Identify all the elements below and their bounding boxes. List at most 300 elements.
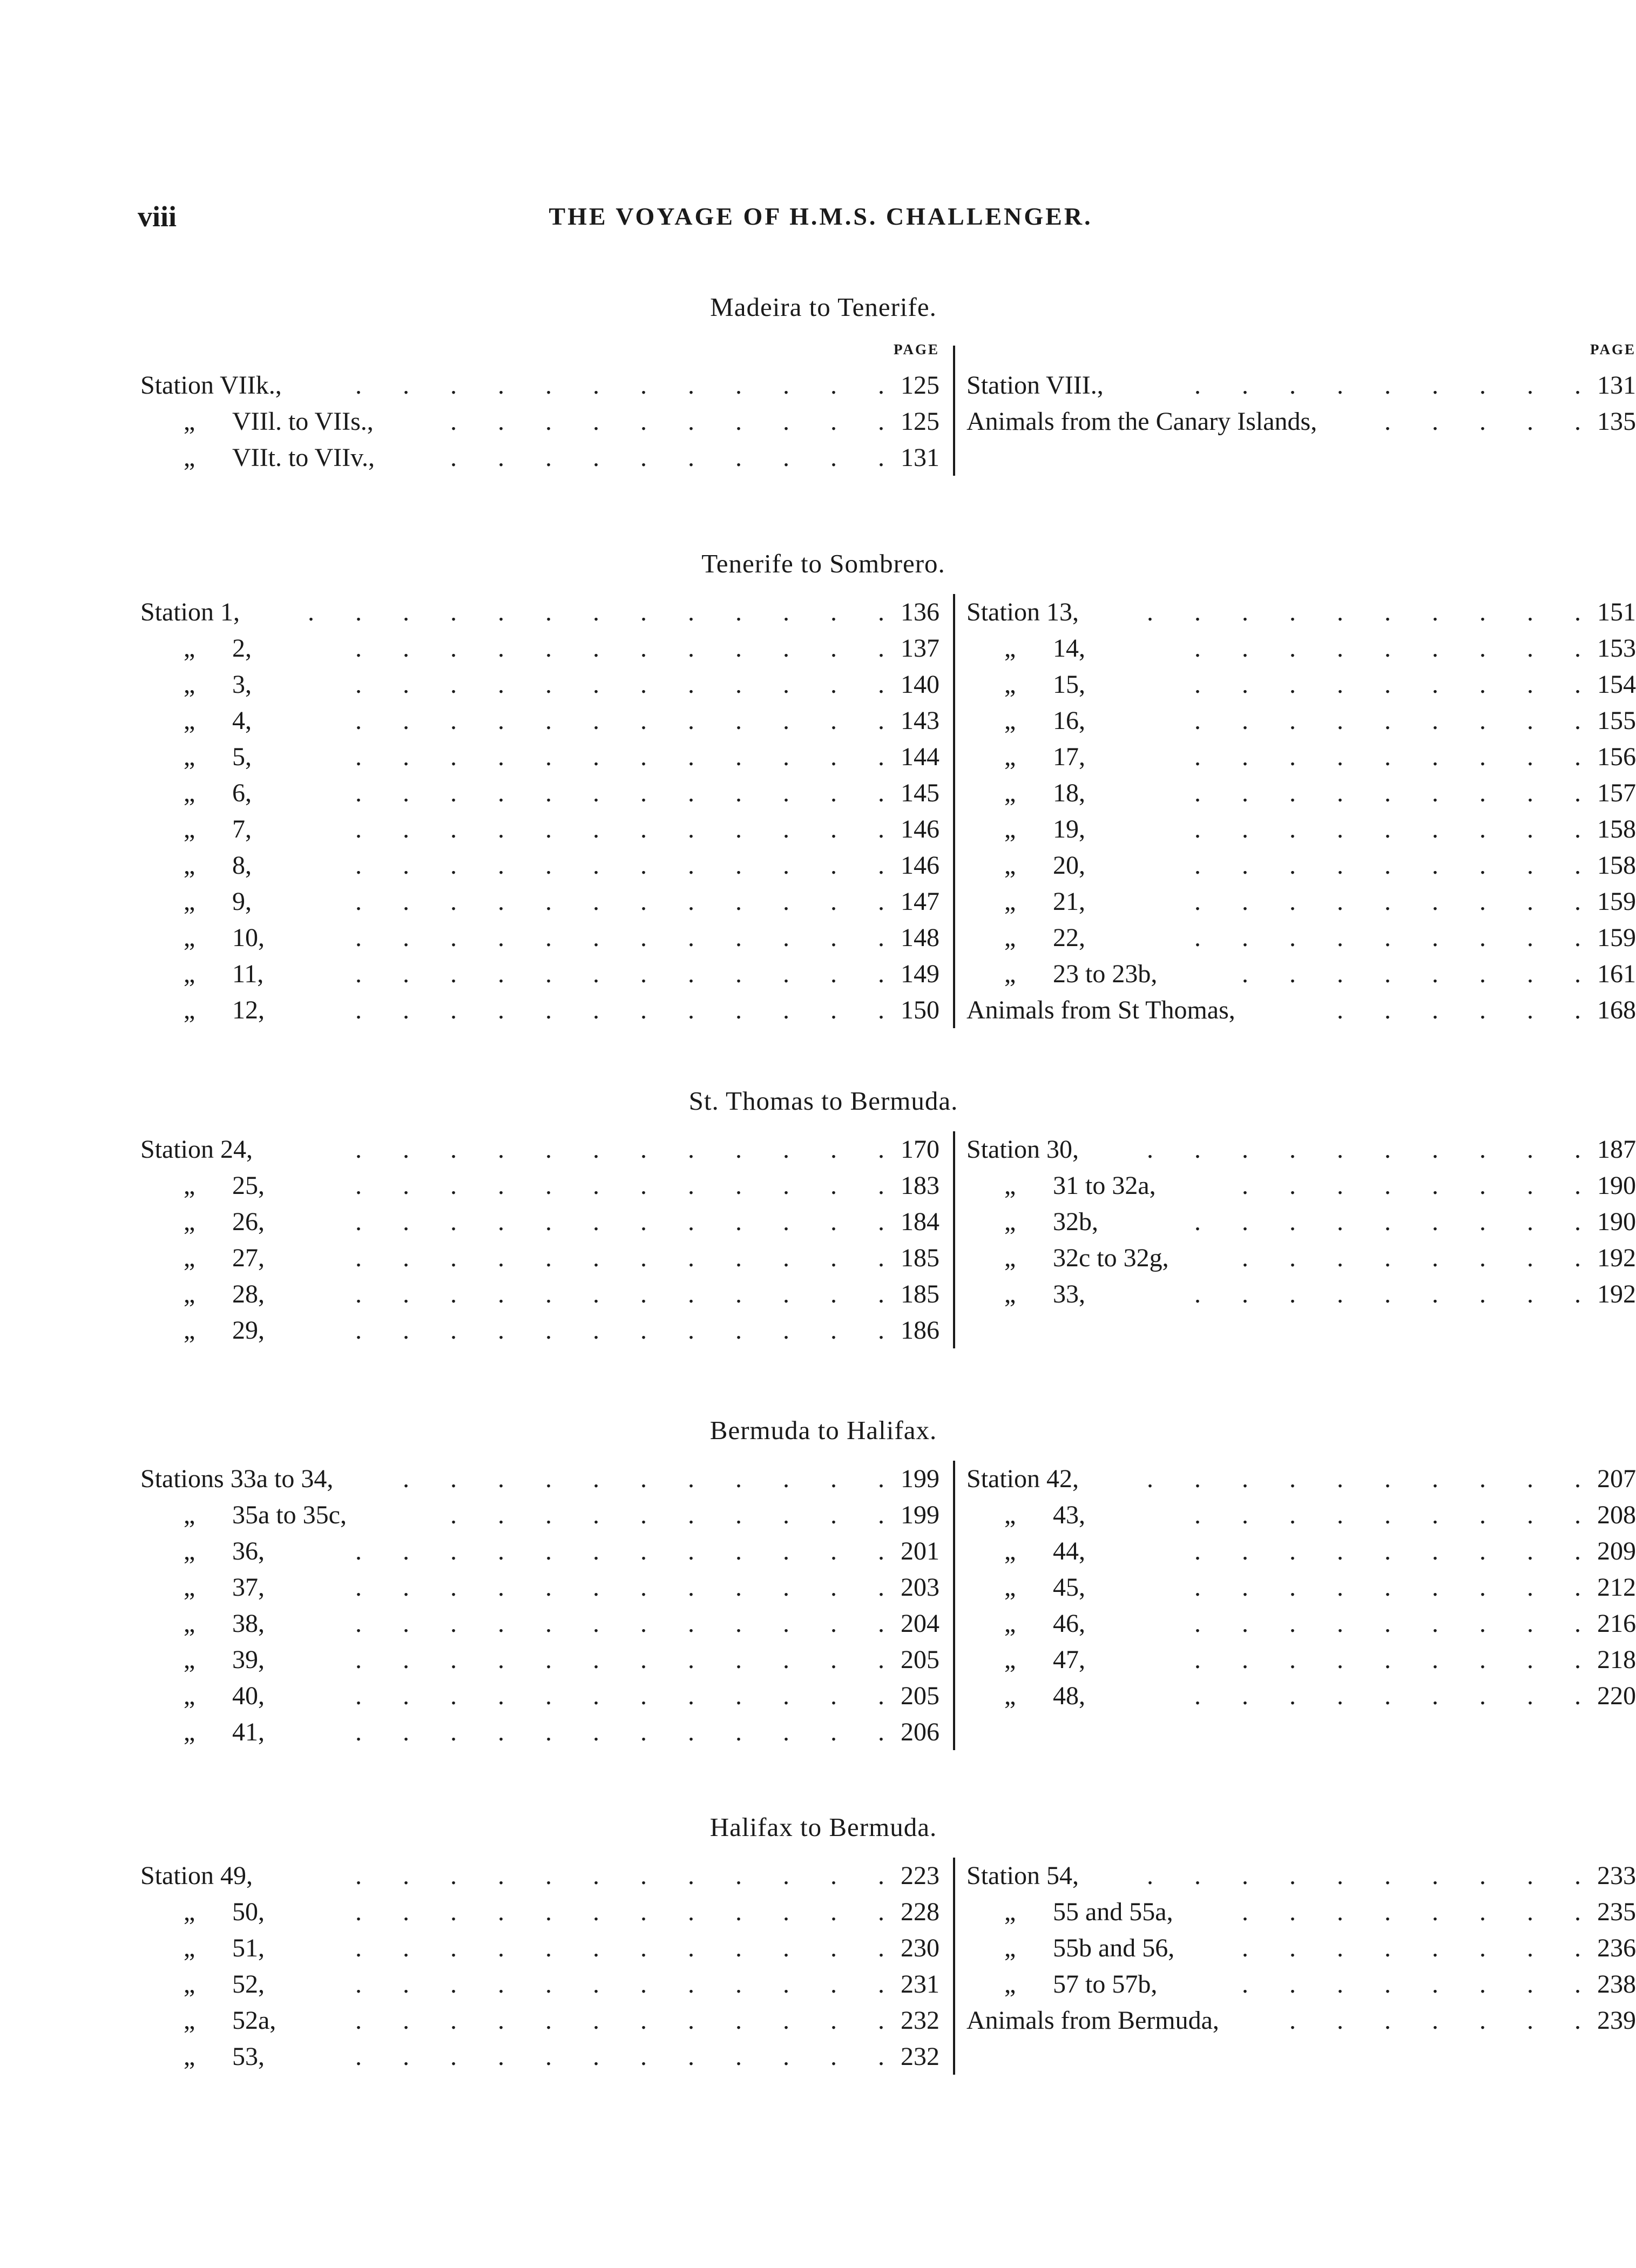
- entry-page-number: 144: [901, 742, 939, 771]
- entry-page-number: 208: [1597, 1501, 1636, 1529]
- entry-label: Animals from St Thomas,: [966, 996, 1235, 1024]
- ditto-mark: „: [1004, 960, 1016, 988]
- entry-label-text: 46,: [1053, 1609, 1085, 1638]
- entry-label: [140, 2002, 276, 2039]
- entry-page-number: 137: [901, 634, 939, 663]
- entry-page-number: 155: [1597, 706, 1636, 735]
- toc-entry: [140, 2002, 939, 2039]
- leader-dots: . . . . . . . .: [1242, 1898, 1581, 1926]
- ditto-mark: „: [1004, 742, 1016, 771]
- ditto-mark: „: [184, 2042, 195, 2071]
- entry-label-text: 26,: [232, 1207, 265, 1236]
- ditto-mark: „: [1004, 815, 1016, 843]
- entry-label: [140, 403, 374, 440]
- toc-entry: [140, 367, 939, 403]
- ditto-mark: „: [1004, 1501, 1016, 1529]
- entry-label: [140, 883, 252, 920]
- entry-page-number: 150: [901, 996, 939, 1024]
- entry-label-text: 48,: [1053, 1682, 1085, 1710]
- leader-dots: . . . . . . . . . . . .: [355, 1861, 884, 1890]
- entry-label: [966, 1276, 1085, 1312]
- toc-entry: [140, 1678, 939, 1714]
- entry-label: [140, 920, 265, 956]
- entry-label-text: 11,: [232, 960, 264, 988]
- ditto-mark: „: [184, 1501, 195, 1529]
- leader-dots: . . . . . . . . . . . .: [355, 923, 884, 952]
- toc-entry: [140, 956, 939, 992]
- toc-entry: [140, 630, 939, 666]
- leader-dots: . . . . . . . . . .: [450, 407, 884, 436]
- ditto-mark: „: [184, 1898, 195, 1926]
- entry-page-number: 207: [1597, 1464, 1636, 1493]
- entry-label-text: VIIl. to VIIs.,: [232, 407, 374, 436]
- entry-page-number: 153: [1597, 634, 1636, 663]
- leader-dots: . . . . . . . . . .: [450, 1501, 884, 1529]
- ditto-mark: „: [184, 1171, 195, 1200]
- toc-entry: [140, 1569, 939, 1605]
- toc-entry: [140, 1533, 939, 1569]
- entry-page-number: 231: [901, 1970, 939, 1999]
- left-column: [140, 1461, 939, 1750]
- entry-label-text: 43,: [1053, 1501, 1085, 1529]
- leader-dots: . . . . . . . . . . . .: [355, 996, 884, 1024]
- entry-page-number: 223: [901, 1861, 939, 1890]
- right-column: [966, 1131, 1636, 1312]
- entry-label: [966, 1930, 1174, 1966]
- section-title: St. Thomas to Bermuda.: [688, 1086, 958, 1116]
- toc-entry: [140, 1204, 939, 1240]
- toc-entry: [140, 920, 939, 956]
- entry-page-number: 235: [1597, 1898, 1636, 1926]
- entry-label-text: 38,: [232, 1609, 265, 1638]
- leader-dots: . . . . . . . . . . . .: [355, 815, 884, 843]
- toc-entry: [966, 1930, 1636, 1966]
- page-folio: viii: [138, 200, 177, 233]
- section-title: Halifax to Bermuda.: [709, 1812, 937, 1842]
- entry-label: [966, 1167, 1156, 1204]
- leader-dots: . . . . . . . . .: [1194, 851, 1581, 880]
- ditto-mark: „: [1004, 1171, 1016, 1200]
- ditto-mark: „: [1004, 1898, 1016, 1926]
- entry-label: [140, 1966, 265, 2002]
- toc-entry: [966, 594, 1636, 630]
- ditto-mark: „: [184, 1280, 195, 1308]
- entry-page-number: 187: [1597, 1135, 1636, 1164]
- entry-label: [140, 811, 252, 847]
- toc-entry: [966, 1497, 1636, 1533]
- leader-dots: . . . . . . . . . . . .: [355, 1573, 884, 1602]
- entry-label: Station 42,: [966, 1464, 1079, 1493]
- toc-entry: [966, 739, 1636, 775]
- leader-dots: . . . . . . . . .: [1194, 1645, 1581, 1674]
- entry-page-number: 232: [901, 2006, 939, 2035]
- entry-label: [140, 1204, 265, 1240]
- leader-dots: . . . . . . . . . . . .: [355, 1537, 884, 1565]
- entry-label: [140, 1569, 265, 1605]
- entry-label-text: 52,: [232, 1970, 265, 1999]
- entry-page-number: 216: [1597, 1609, 1636, 1638]
- toc-entry: [966, 1894, 1636, 1930]
- entry-page-number: 236: [1597, 1934, 1636, 1962]
- leader-dots: . . . . . . . . . . .: [403, 1464, 884, 1493]
- leader-dots: . . . . . . . . .: [1194, 706, 1581, 735]
- entry-label-text: 5,: [232, 742, 252, 771]
- leader-dots: . . . . . . . . . . . .: [355, 1316, 884, 1345]
- entry-label: [140, 956, 263, 992]
- leader-dots: . . . . . . . . .: [1194, 1609, 1581, 1638]
- ditto-mark: „: [1004, 1934, 1016, 1962]
- toc-entry: [140, 1312, 939, 1348]
- leader-dots: . . . . . . . . . . . .: [355, 706, 884, 735]
- ditto-mark: „: [184, 1207, 195, 1236]
- entry-label: [966, 1605, 1085, 1642]
- column-divider: [953, 1461, 955, 1750]
- leader-dots: . . . . . . . . .: [1194, 923, 1581, 952]
- entry-page-number: 159: [1597, 923, 1636, 952]
- leader-dots: . . . . . . . .: [1242, 960, 1581, 988]
- leader-dots: . . . . . . . . . . . . .: [308, 598, 884, 626]
- entry-label-text: 15,: [1053, 670, 1085, 699]
- leader-dots: . . . . . . . . .: [1194, 1501, 1581, 1529]
- entry-label: [966, 630, 1085, 666]
- left-column: [140, 594, 939, 1028]
- ditto-mark: „: [184, 923, 195, 952]
- leader-dots: . . . . . . . . . .: [1147, 598, 1581, 626]
- entry-label: [966, 1533, 1085, 1569]
- entry-label-text: 52a,: [232, 2006, 276, 2035]
- ditto-mark: „: [184, 1970, 195, 1999]
- ditto-mark: „: [184, 815, 195, 843]
- toc-entry: [966, 1678, 1636, 1714]
- toc-entry: [140, 1966, 939, 2002]
- entry-label-text: 10,: [232, 923, 265, 952]
- entry-label: [140, 1642, 265, 1678]
- entry-label: [966, 811, 1085, 847]
- toc-entry: [966, 992, 1636, 1028]
- toc-entry: [966, 1240, 1636, 1276]
- entry-page-number: 209: [1597, 1537, 1636, 1565]
- entry-label-text: 50,: [232, 1898, 265, 1926]
- ditto-mark: „: [184, 670, 195, 699]
- leader-dots: . . . . . . . .: [1242, 1934, 1581, 1962]
- entry-page-number: 148: [901, 923, 939, 952]
- entry-label-text: 40,: [232, 1682, 265, 1710]
- entry-page-number: 190: [1597, 1207, 1636, 1236]
- entry-label: [966, 703, 1085, 739]
- entry-label: [140, 2039, 265, 2075]
- ditto-mark: „: [184, 407, 195, 436]
- ditto-mark: „: [184, 1609, 195, 1638]
- toc-entry: [966, 1204, 1636, 1240]
- toc-entry: [140, 703, 939, 739]
- toc-entry: [140, 739, 939, 775]
- toc-entry: [140, 403, 939, 440]
- ditto-mark: „: [184, 1573, 195, 1602]
- ditto-mark: „: [184, 1316, 195, 1345]
- leader-dots: . . . . . . . . . . . .: [355, 2042, 884, 2071]
- leader-dots: . . . . . . . . .: [1194, 1537, 1581, 1565]
- leader-dots: . . . . . . . . .: [1194, 815, 1581, 843]
- entry-page-number: 238: [1597, 1970, 1636, 1999]
- toc-entry: [966, 1569, 1636, 1605]
- leader-dots: . . . . . . . .: [1242, 1171, 1581, 1200]
- ditto-mark: „: [184, 443, 195, 472]
- entry-label: [140, 847, 252, 883]
- left-column: [140, 367, 939, 476]
- ditto-mark: „: [184, 887, 195, 916]
- toc-entry: [140, 1276, 939, 1312]
- toc-entry: [966, 1131, 1636, 1167]
- toc-entry: [966, 920, 1636, 956]
- leader-dots: . . . . . . . .: [1242, 1244, 1581, 1272]
- leader-dots: . . . . . . .: [1289, 2006, 1581, 2035]
- entry-page-number: 125: [901, 371, 939, 400]
- leader-dots: . . . . . . . . .: [1194, 371, 1581, 400]
- entry-page-number: 131: [901, 443, 939, 472]
- entry-label-text: 36,: [232, 1537, 265, 1565]
- entry-label-text: 19,: [1053, 815, 1085, 843]
- toc-entry: [966, 883, 1636, 920]
- entry-label: [140, 1605, 265, 1642]
- entry-page-number: 205: [901, 1682, 939, 1710]
- ditto-mark: „: [1004, 1970, 1016, 1999]
- entry-page-number: 159: [1597, 887, 1636, 916]
- entry-page-number: 203: [901, 1573, 939, 1602]
- entry-label: Station 54,: [966, 1861, 1079, 1890]
- entry-page-number: 161: [1597, 960, 1636, 988]
- entry-label: [140, 1312, 265, 1348]
- page-column-heading: PAGE: [1590, 341, 1636, 357]
- entry-page-number: 206: [901, 1718, 939, 1746]
- entry-page-number: 158: [1597, 851, 1636, 880]
- entry-label-text: 47,: [1053, 1645, 1085, 1674]
- section-title: Bermuda to Halifax.: [709, 1415, 937, 1445]
- ditto-mark: „: [184, 1718, 195, 1746]
- entry-label: Station 1,: [140, 598, 240, 626]
- entry-label-text: 53,: [232, 2042, 265, 2071]
- toc-entry: [140, 1240, 939, 1276]
- leader-dots: . . . . . . . . . . . .: [355, 742, 884, 771]
- entry-page-number: 157: [1597, 779, 1636, 807]
- entry-page-number: 143: [901, 706, 939, 735]
- toc-entry: [140, 1605, 939, 1642]
- leader-dots: . . . . . . . . . . . .: [355, 2006, 884, 2035]
- column-divider: [953, 1131, 955, 1348]
- entry-label: Station VIII.,: [966, 371, 1104, 400]
- leader-dots: . . . . . . . . . . . .: [355, 670, 884, 699]
- entry-label: [140, 775, 252, 811]
- column-divider: [953, 346, 955, 476]
- entry-page-number: 136: [901, 598, 939, 626]
- entry-page-number: 218: [1597, 1645, 1636, 1674]
- entry-label-text: 2,: [232, 634, 252, 663]
- ditto-mark: „: [1004, 634, 1016, 663]
- toc-entry: [140, 1714, 939, 1750]
- entry-label-text: 23 to 23b,: [1053, 960, 1158, 988]
- entry-page-number: 220: [1597, 1682, 1636, 1710]
- leader-dots: . . . . . . . . .: [1194, 634, 1581, 663]
- entry-label: [966, 920, 1085, 956]
- leader-dots: . . . . . . . . .: [1194, 1573, 1581, 1602]
- entry-label: [140, 1930, 265, 1966]
- leader-dots: . . . . . .: [1337, 996, 1581, 1024]
- entry-page-number: 192: [1597, 1280, 1636, 1308]
- toc-entry: [966, 775, 1636, 811]
- entry-label: [140, 1714, 265, 1750]
- entry-label-text: 41,: [232, 1718, 265, 1746]
- entry-label-text: 8,: [232, 851, 252, 880]
- entry-label: [966, 1966, 1157, 2002]
- entry-label: [966, 956, 1157, 992]
- toc-entry: [140, 811, 939, 847]
- ditto-mark: „: [184, 779, 195, 807]
- toc-entry: [140, 1131, 939, 1167]
- leader-dots: . . . . . . . . . . . .: [355, 1244, 884, 1272]
- entry-page-number: 185: [901, 1244, 939, 1272]
- entry-page-number: 190: [1597, 1171, 1636, 1200]
- toc-entry: [140, 992, 939, 1028]
- entry-label: [140, 1533, 265, 1569]
- entry-label: [140, 666, 252, 703]
- entry-page-number: 146: [901, 851, 939, 880]
- toc-entry: [140, 1167, 939, 1204]
- entry-page-number: 158: [1597, 815, 1636, 843]
- ditto-mark: „: [1004, 706, 1016, 735]
- ditto-mark: „: [1004, 1244, 1016, 1272]
- entry-page-number: 168: [1597, 996, 1636, 1024]
- leader-dots: . . . . . . . . . . . .: [355, 960, 884, 988]
- entry-label-text: 21,: [1053, 887, 1085, 916]
- leader-dots: . . . . . . . . . . . .: [355, 1171, 884, 1200]
- leader-dots: . . . . . . . . . . . .: [355, 779, 884, 807]
- entry-page-number: 125: [901, 407, 939, 436]
- entry-page-number: 186: [901, 1316, 939, 1345]
- leader-dots: . . . . . . . . . . . .: [355, 371, 884, 400]
- entry-label-text: 45,: [1053, 1573, 1085, 1602]
- entry-label-text: 32c to 32g,: [1053, 1244, 1169, 1272]
- leader-dots: . . . . . . . . . . . .: [355, 1934, 884, 1962]
- ditto-mark: „: [1004, 1537, 1016, 1565]
- toc-entry: [966, 847, 1636, 883]
- leader-dots: . . . . . . . . . .: [1147, 1464, 1581, 1493]
- toc-entry: [140, 1858, 939, 1894]
- ditto-mark: „: [1004, 1207, 1016, 1236]
- entry-label-text: 4,: [232, 706, 252, 735]
- entry-label-text: 3,: [232, 670, 252, 699]
- leader-dots: . . . . . . . . .: [1194, 1682, 1581, 1710]
- entry-label: [140, 630, 252, 666]
- right-column: [966, 1461, 1636, 1714]
- entry-label-text: 33,: [1053, 1280, 1085, 1308]
- entry-label: [966, 775, 1085, 811]
- entry-page-number: 146: [901, 815, 939, 843]
- entry-label: Animals from the Canary Islands,: [966, 407, 1317, 436]
- leader-dots: . . . . . . . . . . . .: [355, 851, 884, 880]
- leader-dots: . . . . . . . . . . . .: [355, 1970, 884, 1999]
- leader-dots: . . . . . . . . . .: [1147, 1135, 1581, 1164]
- entry-label: [140, 1894, 265, 1930]
- leader-dots: . . . . . . . . . . . .: [355, 1609, 884, 1638]
- toc-entry: [140, 883, 939, 920]
- entry-label: Station 24,: [140, 1135, 253, 1164]
- toc-entry: [966, 1276, 1636, 1312]
- entry-page-number: 233: [1597, 1861, 1636, 1890]
- entry-label: [140, 739, 252, 775]
- right-column: [966, 594, 1636, 1028]
- ditto-mark: „: [184, 1645, 195, 1674]
- entry-label-text: 55 and 55a,: [1053, 1898, 1173, 1926]
- toc-entry: [966, 703, 1636, 739]
- entry-label-text: 22,: [1053, 923, 1085, 952]
- toc-entry: [140, 440, 939, 476]
- entry-label-text: 25,: [232, 1171, 265, 1200]
- entry-page-number: 185: [901, 1280, 939, 1308]
- entry-label-text: 55b and 56,: [1053, 1934, 1175, 1962]
- toc-entry: [140, 1461, 939, 1497]
- toc-entry: [966, 367, 1636, 403]
- entry-label: [966, 1642, 1085, 1678]
- ditto-mark: „: [1004, 670, 1016, 699]
- entry-label: Station 30,: [966, 1135, 1079, 1164]
- section-title: Madeira to Tenerife.: [710, 292, 937, 322]
- entry-label-text: 7,: [232, 815, 252, 843]
- ditto-mark: „: [184, 1934, 195, 1962]
- entry-label-text: 37,: [232, 1573, 265, 1602]
- entry-label-text: 57 to 57b,: [1053, 1970, 1158, 1999]
- leader-dots: . . . . . . . . . . . .: [355, 887, 884, 916]
- toc-entry: [966, 1533, 1636, 1569]
- leader-dots: . . . . . . . . . . . .: [355, 1135, 884, 1164]
- entry-label: Animals from Bermuda,: [966, 2006, 1219, 2035]
- entry-page-number: 239: [1597, 2006, 1636, 2035]
- toc-entry: [140, 847, 939, 883]
- toc-entry: [966, 2002, 1636, 2039]
- entry-label: [140, 440, 375, 476]
- entry-label-text: 35a to 35c,: [232, 1501, 347, 1529]
- entry-label: [140, 1167, 265, 1204]
- entry-page-number: 170: [901, 1135, 939, 1164]
- leader-dots: . . . . . . . . . . . .: [355, 1280, 884, 1308]
- entry-page-number: 149: [901, 960, 939, 988]
- running-head-title: THE VOYAGE OF H.M.S. CHALLENGER.: [549, 202, 1093, 230]
- ditto-mark: „: [184, 1244, 195, 1272]
- right-column: [966, 1858, 1636, 2039]
- entry-label-text: 32b,: [1053, 1207, 1098, 1236]
- entry-label-text: 39,: [232, 1645, 265, 1674]
- entry-label: [966, 1894, 1173, 1930]
- entry-label-text: 31 to 32a,: [1053, 1171, 1156, 1200]
- ditto-mark: „: [184, 851, 195, 880]
- toc-entry: [140, 666, 939, 703]
- left-column: [140, 1131, 939, 1348]
- leader-dots: . . . . . . . . .: [1194, 887, 1581, 916]
- leader-dots: . . . . . . . . .: [1194, 742, 1581, 771]
- entry-label: [966, 739, 1085, 775]
- ditto-mark: „: [1004, 887, 1016, 916]
- entry-page-number: 145: [901, 779, 939, 807]
- ditto-mark: „: [1004, 1682, 1016, 1710]
- entry-page-number: 151: [1597, 598, 1636, 626]
- ditto-mark: „: [1004, 1645, 1016, 1674]
- entry-label: [140, 1678, 265, 1714]
- page-header: [138, 200, 1504, 243]
- right-column: [966, 367, 1636, 440]
- entry-page-number: 204: [901, 1609, 939, 1638]
- entry-label-text: 18,: [1053, 779, 1085, 807]
- leader-dots: . . . . . . . . . . . .: [355, 634, 884, 663]
- section-title: Tenerife to Sombrero.: [701, 549, 945, 578]
- ditto-mark: „: [1004, 1609, 1016, 1638]
